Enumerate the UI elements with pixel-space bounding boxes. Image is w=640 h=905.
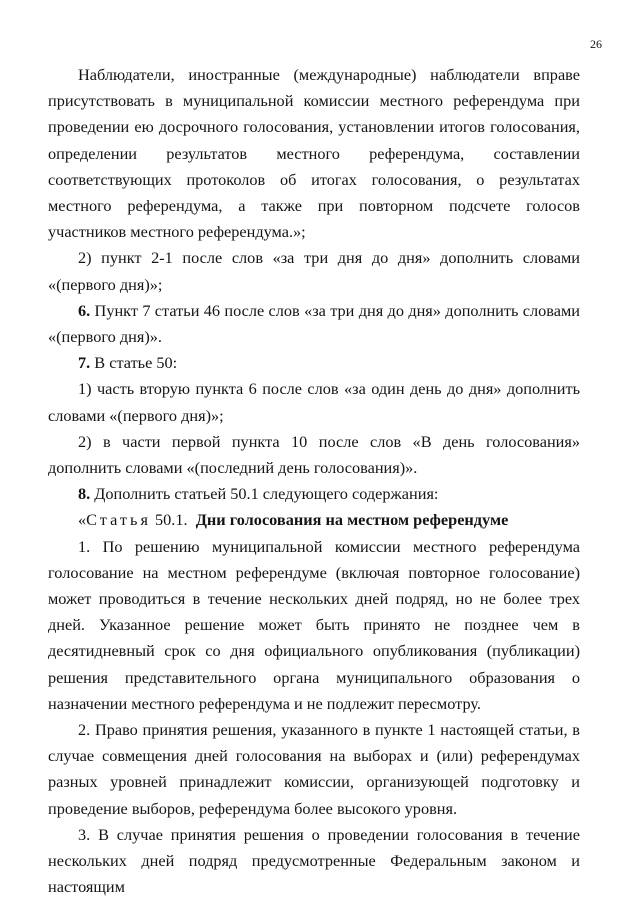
paragraph-point-8 [48,481,580,507]
article-paragraph-2: 2. Право принятия решения, указанного в пункте 1 настоящей статьи, в случае совмещения дней голосования на выборах и (или) референдумах разных уровней принадлежит комиссии, организующей подготовку и проведение выборов, референдума более высокого уровня. [48,720,580,818]
paragraph-text: В статье 50: [90,353,178,373]
paragraph-text: Пункт 7 статьи 46 после слов «за три дня до дня» дополнить словами «(первого дня)». [48,300,580,347]
article-number: 50.1. [150,510,188,530]
paragraph-text: 1) часть вторую пункта 6 после слов «за один день до дня» дополнить словами «(первого дня)»; [48,379,580,425]
paragraph-subitem-1 [48,376,580,428]
article-open-quote: « [78,510,87,530]
paragraph-observers [48,62,580,245]
paragraph-item-2 [48,245,580,297]
article-heading [48,507,580,533]
paragraph-text: Дополнить статьей 50.1 следующего содержания: [90,484,439,504]
page-number: 26 [590,37,602,51]
paragraph-text: Наблюдатели, иностранные (международные) наблюдатели вправе присутствовать в муниципальной комиссии местного референдума при проведении ею досрочного голосования, установлении итогов голосования, определении результатов местного референдума, составлении соответствующих протоколов об итогах голосования, о результатах местного референдума, а также при повторном подсчете голосов участников местного референдума.»; [48,65,580,242]
point-number: 7. [78,353,91,373]
article-title: Дни голосования на местном референдуме [195,510,509,530]
article-paragraph-1: 1. По решению муниципальной комиссии местного референдума голосование на местном референдуме (включая повторное голосование) может проводиться в течение нескольких дней подряд, но не более трех дней. Указанное решение может быть принято не позднее чем в десятидневный срок со дня официального опубликования (публикации) решения представительного органа муниципального образования о назначении местного референдума и не подлежит пересмотру. [48,536,580,713]
paragraph-text: 2) в части первой пункта 10 после слов «В день голосования» дополнить словами «(последний день голосования)». [48,431,580,478]
paragraph-text: 2) пункт 2-1 после слов «за три дня до дня» дополнить словами «(первого дня)»; [48,248,580,294]
point-number: 6. [78,300,91,320]
paragraph-point-6 [48,298,580,350]
paragraph-subitem-2 [48,429,580,481]
article-paragraph-3: 3. В случае принятия решения о проведении голосования в течение нескольких дней подряд предусмотренные Федеральным законом и настоящим [48,824,580,897]
point-number: 8. [78,484,91,504]
article-word: Статья [86,510,151,530]
document-body [48,62,580,901]
paragraph-point-7 [48,350,580,376]
